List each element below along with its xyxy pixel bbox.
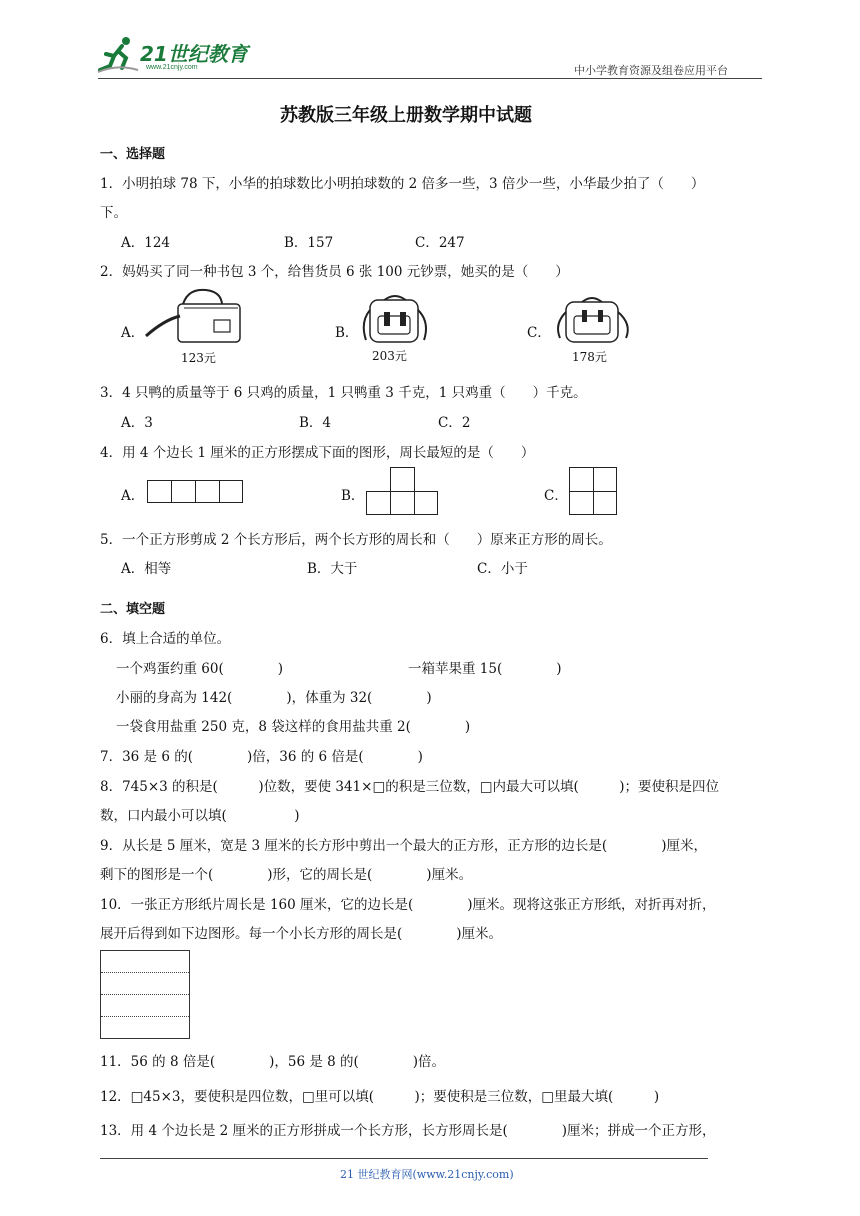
q4-option-c: C．	[544, 488, 568, 504]
question-13-text: 13．用 4 个边长是 2 厘米的正方形拼成一个长方形，长方形周长是( )厘米；拼成一个正方形，	[100, 1123, 716, 1139]
question-6-text: 6．填上合适的单位。	[100, 631, 231, 647]
bag-c-image	[550, 292, 634, 346]
question-9-text-cont: 剩下的图形是一个( )形，它的周长是( )厘米。	[100, 867, 473, 883]
q5-option-a: A．相等	[121, 561, 172, 577]
header-platform-text: 中小学教育资源及组卷应用平台	[574, 64, 728, 77]
footer-link[interactable]: 21 世纪教育网(www.21cnjy.com)	[340, 1168, 514, 1181]
question-2-text: 2．妈妈买了同一种书包 3 个，给售货员 6 张 100 元钞票，她买的是（ ）	[100, 264, 569, 280]
q6-line-salt: 一袋食用盐重 250 克，8 袋这样的食用盐共重 2( )	[116, 719, 471, 735]
footer-divider	[100, 1158, 708, 1159]
folded-paper-figure	[100, 950, 190, 1039]
question-12-text: 12．□45×3，要使积是四位数，□里可以填( )；要使积是三位数，□里最大填( )	[100, 1089, 660, 1105]
question-10-text-cont: 展开后得到如下边图形。每一个小长方形的周长是( )厘米。	[100, 926, 503, 942]
bag-b-image	[358, 292, 432, 346]
section-heading-choice: 一、选择题	[100, 147, 166, 162]
q6-line-apples: 一箱苹果重 15( )	[408, 661, 562, 677]
q4-option-b: B．	[341, 488, 365, 504]
header-divider	[98, 78, 762, 79]
price-b: 203元	[372, 349, 407, 363]
question-11-text: 11．56 的 8 倍是( )，56 是 8 的( )倍。	[100, 1054, 446, 1070]
logo-url: www.21cnjy.com	[146, 64, 198, 71]
question-3-text: 3．4 只鸭的质量等于 6 只鸡的质量，1 只鸭重 3 千克，1 只鸡重（ ）千克。	[100, 385, 587, 401]
logo-text: 21世纪教育	[140, 42, 248, 66]
q2-option-c: C．	[527, 325, 551, 341]
q5-option-c: C．小于	[477, 561, 528, 577]
q4-option-a: A．	[121, 488, 145, 504]
page-title: 苏教版三年级上册数学期中试题	[280, 105, 532, 126]
q1-option-c: C．247	[415, 235, 465, 251]
question-8-text: 8．745×3 的积是( )位数，要使 341×□的积是三位数，□内最大可以填( )；要使积是四位	[100, 779, 719, 795]
question-5-text: 5．一个正方形剪成 2 个长方形后，两个长方形的周长和（ ）原来正方形的周长。	[100, 532, 612, 548]
q2-option-b: B．	[335, 325, 359, 341]
section-heading-fill: 二、填空题	[100, 602, 166, 617]
q6-line-height: 小丽的身高为 142( )，体重为 32( )	[116, 690, 432, 706]
q6-line-egg: 一个鸡蛋约重 60( )	[116, 661, 284, 677]
q3-option-a: A．3	[121, 415, 153, 431]
question-8-text-cont: 数，口内最小可以填( )	[100, 808, 300, 824]
q2-option-a: A．	[121, 325, 145, 341]
q5-option-b: B．大于	[307, 561, 358, 577]
site-logo	[96, 34, 256, 76]
q1-option-b: B．157	[284, 235, 334, 251]
price-c: 178元	[572, 350, 607, 364]
bag-a-image	[144, 286, 248, 346]
price-a: 123元	[181, 351, 216, 365]
runner-logo-icon	[96, 34, 140, 76]
question-10-text: 10．一张正方形纸片周长是 160 厘米，它的边长是( )厘米。现将这张正方形纸，对折再对折，	[100, 897, 716, 913]
q1-option-a: A．124	[121, 235, 171, 251]
question-1-text-cont: 下。	[100, 205, 127, 221]
q3-option-c: C．2	[438, 415, 471, 431]
question-9-text: 9．从长是 5 厘米，宽是 3 厘米的长方形中剪出一个最大的正方形，正方形的边长是( )厘米，	[100, 838, 707, 854]
question-1-text: 1．小明拍球 78 下，小华的拍球数比小明拍球数的 2 倍多一些，3 倍少一些，小华最少拍了（ ）	[100, 176, 705, 192]
question-7-text: 7．36 是 6 的( )倍，36 的 6 倍是( )	[100, 749, 423, 765]
question-4-text: 4．用 4 个边长 1 厘米的正方形摆成下面的图形，周长最短的是（ ）	[100, 445, 535, 461]
q3-option-b: B．4	[299, 415, 332, 431]
